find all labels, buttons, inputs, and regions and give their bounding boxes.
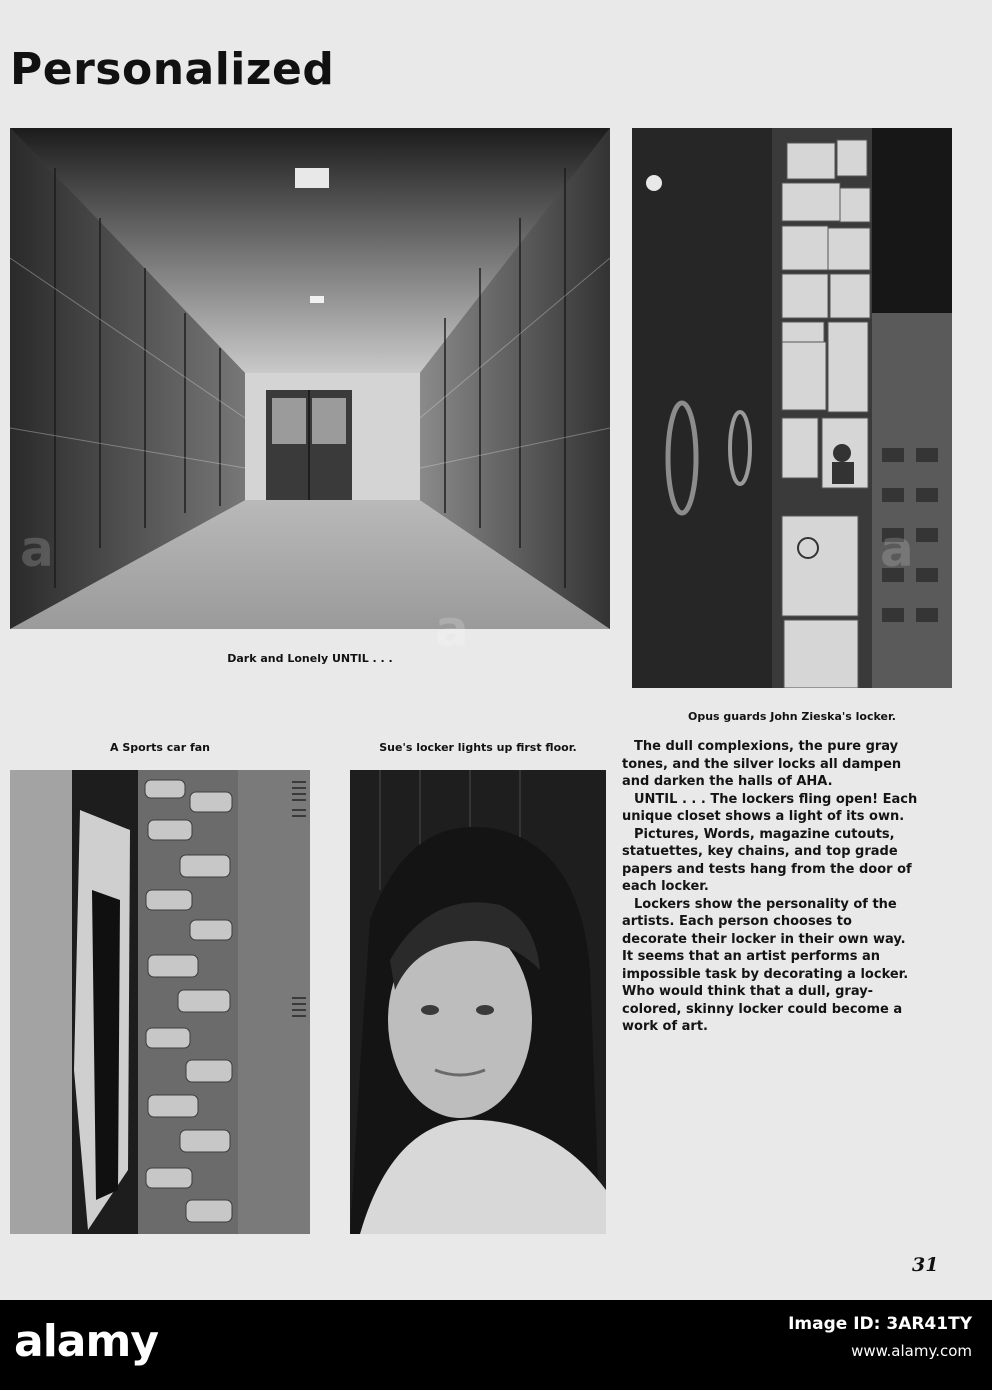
- hallway-photo: [10, 128, 610, 629]
- page-number: 31: [912, 1254, 939, 1276]
- opus-locker-photo: [632, 128, 952, 688]
- sue-locker-photo: [350, 770, 606, 1234]
- article-paragraph: Lockers show the personality of the artists. Each person chooses to decorate their locker in their own way. It seems that an artist performs an impossible task by decorating a locker. Who would think that a dull, gray-colored, skinny locker could become a work of art.: [622, 896, 909, 1034]
- alamy-logo: alamy: [14, 1316, 158, 1367]
- article-paragraph: UNTIL . . . The lockers fling open! Each unique closet shows a light of its own.: [622, 791, 918, 824]
- sports-car-locker-photo: [10, 770, 310, 1234]
- watermark-banner: [0, 1300, 992, 1390]
- image-id: Image ID: 3AR41TY: [788, 1314, 972, 1334]
- watermark-url: www.alamy.com: [851, 1342, 972, 1360]
- hallway-caption: Dark and Lonely UNTIL . . .: [227, 652, 393, 665]
- article-paragraph: Pictures, Words, magazine cutouts, statuettes, key chains, and top grade papers and tests hang from the door of each locker.: [622, 826, 912, 894]
- page-headline: Personalized: [10, 44, 335, 95]
- opus-locker-caption: Opus guards John Zieska's locker.: [688, 710, 896, 723]
- article-paragraph: The dull complexions, the pure gray tones, and the silver locks all dampen and darken the halls of AHA.: [622, 739, 902, 789]
- sue-locker-caption: Sue's locker lights up first floor.: [379, 741, 577, 754]
- sports-car-caption: A Sports car fan: [110, 741, 210, 754]
- watermark-ghost: a: [435, 600, 469, 658]
- article-text: [622, 738, 920, 1036]
